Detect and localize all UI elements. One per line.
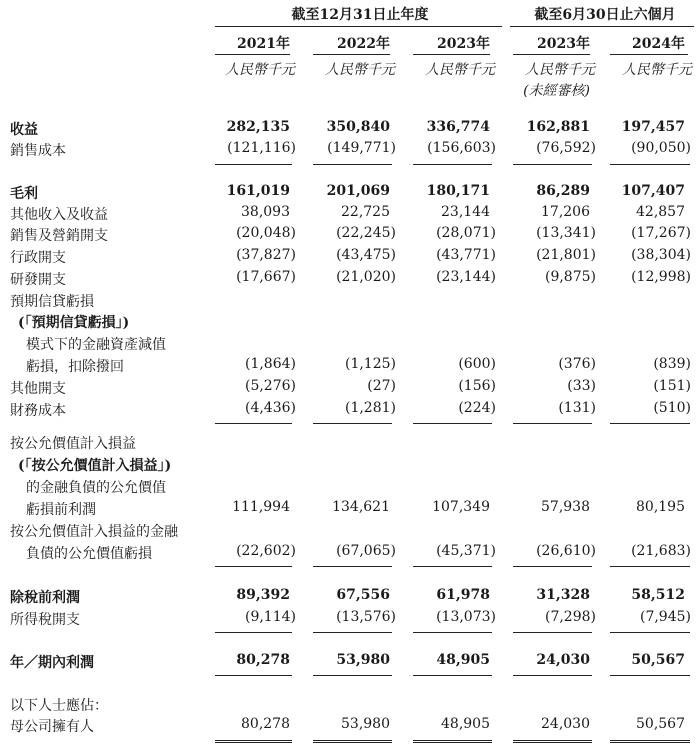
row-label: 的金融負債的公允價值 — [26, 480, 166, 496]
subtotal-rule — [610, 164, 690, 165]
unit-label: 人民幣千元 — [425, 62, 495, 78]
subtotal-rule — [413, 566, 492, 567]
cell-value: 24,030 — [541, 716, 590, 732]
subtotal-rule — [513, 164, 592, 165]
year-header: 2022年 — [337, 36, 390, 52]
year-rule — [413, 54, 490, 55]
cell-value: 107,349 — [432, 499, 490, 515]
cell-value: 162,881 — [526, 119, 590, 135]
cell-value: (67,065) — [336, 543, 396, 559]
cell-value: (156) — [458, 378, 496, 394]
cell-value: 80,278 — [241, 716, 290, 732]
cell-value: (22,602) — [236, 543, 296, 559]
cell-value: (1,125) — [344, 356, 396, 372]
subtotal-rule — [313, 164, 392, 165]
cell-value: (376) — [558, 356, 596, 372]
cell-value: 201,069 — [326, 183, 390, 199]
cell-value: 282,135 — [226, 119, 290, 135]
row-label: 其他開支 — [10, 381, 66, 397]
row-label: 除稅前利潤 — [10, 590, 80, 606]
row-label: (「按公允價值計入損益」) — [18, 458, 172, 474]
total-double-rule — [313, 740, 392, 743]
cell-value: (121,116) — [227, 140, 296, 156]
subtotal-rule — [413, 164, 492, 165]
cell-value: 50,567 — [636, 716, 685, 732]
row-label: 銷售及營銷開支 — [10, 228, 108, 244]
cell-value: 17,206 — [541, 204, 590, 220]
cell-value: 180,171 — [426, 183, 490, 199]
subtotal-rule — [313, 675, 392, 676]
cell-value: (43,475) — [336, 247, 396, 263]
year-rule — [610, 54, 688, 55]
cell-value: (151) — [653, 378, 691, 394]
subtotal-rule — [610, 632, 690, 633]
row-label: 按公允價值計入損益的金融 — [10, 524, 178, 540]
row-label: 母公司擁有人 — [10, 719, 94, 735]
cell-value: (38,304) — [631, 247, 691, 263]
cell-value: 111,994 — [232, 499, 290, 515]
cell-value: (28,071) — [436, 225, 496, 241]
cell-value: (12,998) — [631, 269, 691, 285]
cell-value: (21,020) — [336, 269, 396, 285]
cell-value: (13,073) — [436, 609, 496, 625]
cell-value: (7,945) — [639, 609, 691, 625]
cell-value: (13,341) — [536, 225, 596, 241]
cell-value: (156,603) — [427, 140, 496, 156]
row-label: (「預期信貸虧損」) — [18, 315, 130, 331]
row-label: 毛利 — [10, 186, 38, 202]
cell-value: 134,621 — [332, 499, 390, 515]
cell-value: (9,114) — [244, 609, 296, 625]
unit-label: 人民幣千元 — [622, 62, 692, 78]
unaudited-label: (未經審核) — [523, 83, 590, 99]
cell-value: (90,050) — [631, 140, 691, 156]
subtotal-rule — [610, 423, 690, 424]
unit-label: 人民幣千元 — [325, 62, 395, 78]
cell-value: (45,371) — [436, 543, 496, 559]
subtotal-rule — [215, 164, 292, 165]
cell-value: (839) — [653, 356, 691, 372]
row-label: 以下人士應佔： — [10, 698, 108, 714]
cell-value: 107,407 — [621, 183, 685, 199]
row-label: 所得稅開支 — [10, 612, 80, 628]
row-label: 預期信貸虧損 — [10, 294, 94, 310]
cell-value: 53,980 — [341, 716, 390, 732]
cell-value: (13,576) — [336, 609, 396, 625]
cell-value: (21,683) — [631, 543, 691, 559]
year-rule — [215, 54, 290, 55]
cell-value: 67,556 — [336, 587, 390, 603]
row-label: 按公允價值計入損益 — [10, 436, 136, 452]
cell-value: (224) — [458, 400, 496, 416]
group-header-fiscal-year: 截至12月31日止年度 — [291, 7, 429, 23]
unit-label: 人民幣千元 — [525, 62, 595, 78]
cell-value: 31,328 — [536, 587, 590, 603]
cell-value: 86,289 — [536, 183, 590, 199]
row-label: 虧損，扣除撥回 — [26, 359, 124, 375]
subtotal-rule — [513, 632, 592, 633]
cell-value: 22,725 — [341, 204, 390, 220]
group-header-rule — [510, 26, 694, 27]
cell-value: (43,771) — [436, 247, 496, 263]
subtotal-rule — [413, 423, 492, 424]
row-label: 年／期內利潤 — [10, 655, 94, 671]
cell-value: (4,436) — [244, 400, 296, 416]
cell-value: 48,905 — [441, 716, 490, 732]
total-double-rule — [413, 740, 492, 743]
cell-value: (20,048) — [236, 225, 296, 241]
subtotal-rule — [215, 675, 292, 676]
cell-value: (26,610) — [536, 543, 596, 559]
year-rule — [313, 54, 390, 55]
cell-value: (9,875) — [544, 269, 596, 285]
cell-value: 336,774 — [426, 119, 490, 135]
cell-value: (23,144) — [436, 269, 496, 285]
row-label: 財務成本 — [10, 403, 66, 419]
subtotal-rule — [313, 566, 392, 567]
cell-value: (510) — [653, 400, 691, 416]
cell-value: (149,771) — [327, 140, 396, 156]
cell-value: 161,019 — [226, 183, 290, 199]
cell-value: 50,567 — [631, 652, 685, 668]
cell-value: 80,195 — [636, 499, 685, 515]
cell-value: (7,298) — [544, 609, 596, 625]
cell-value: 38,093 — [241, 204, 290, 220]
cell-value: (1,281) — [344, 400, 396, 416]
subtotal-rule — [215, 632, 292, 633]
year-header: 2023年 — [437, 36, 490, 52]
subtotal-rule — [215, 566, 292, 567]
cell-value: (33) — [567, 378, 596, 394]
cell-value: (600) — [458, 356, 496, 372]
total-double-rule — [513, 740, 592, 743]
subtotal-rule — [215, 423, 292, 424]
cell-value: (131) — [558, 400, 596, 416]
row-label: 行政開支 — [10, 250, 66, 266]
cell-value: 24,030 — [536, 652, 590, 668]
cell-value: (22,245) — [336, 225, 396, 241]
year-header: 2021年 — [237, 36, 290, 52]
cell-value: 57,938 — [541, 499, 590, 515]
group-header-six-months: 截至6月30日止六個月 — [534, 7, 676, 23]
group-header-rule — [215, 26, 502, 27]
cell-value: 53,980 — [336, 652, 390, 668]
row-label: 銷售成本 — [10, 143, 66, 159]
cell-value: 80,278 — [236, 652, 290, 668]
subtotal-rule — [313, 632, 392, 633]
total-double-rule — [610, 740, 690, 743]
subtotal-rule — [413, 675, 492, 676]
total-double-rule — [215, 740, 292, 743]
cell-value: 61,978 — [436, 587, 490, 603]
unit-label: 人民幣千元 — [225, 62, 295, 78]
row-label: 負債的公允價值虧損 — [26, 546, 152, 562]
cell-value: 350,840 — [326, 119, 390, 135]
cell-value: (76,592) — [536, 140, 596, 156]
subtotal-rule — [610, 675, 690, 676]
row-label: 收益 — [10, 122, 38, 138]
subtotal-rule — [413, 632, 492, 633]
cell-value: (37,827) — [236, 247, 296, 263]
cell-value: 197,457 — [621, 119, 685, 135]
cell-value: 58,512 — [631, 587, 685, 603]
cell-value: (17,267) — [631, 225, 691, 241]
year-header: 2024年 — [632, 36, 685, 52]
cell-value: (27) — [367, 378, 396, 394]
cell-value: (17,667) — [236, 269, 296, 285]
subtotal-rule — [313, 423, 392, 424]
subtotal-rule — [513, 566, 592, 567]
subtotal-rule — [513, 423, 592, 424]
cell-value: 23,144 — [441, 204, 490, 220]
cell-value: 89,392 — [236, 587, 290, 603]
row-label: 研發開支 — [10, 272, 66, 288]
cell-value: 42,857 — [636, 204, 685, 220]
year-rule — [513, 54, 590, 55]
cell-value: (21,801) — [536, 247, 596, 263]
year-header: 2023年 — [537, 36, 590, 52]
subtotal-rule — [610, 566, 690, 567]
subtotal-rule — [513, 675, 592, 676]
cell-value: (1,864) — [244, 356, 296, 372]
row-label: 模式下的金融資產減值 — [26, 337, 166, 353]
row-label: 虧損前利潤 — [26, 502, 96, 518]
cell-value: 48,905 — [436, 652, 490, 668]
row-label: 其他收入及收益 — [10, 207, 108, 223]
cell-value: (5,276) — [244, 378, 296, 394]
